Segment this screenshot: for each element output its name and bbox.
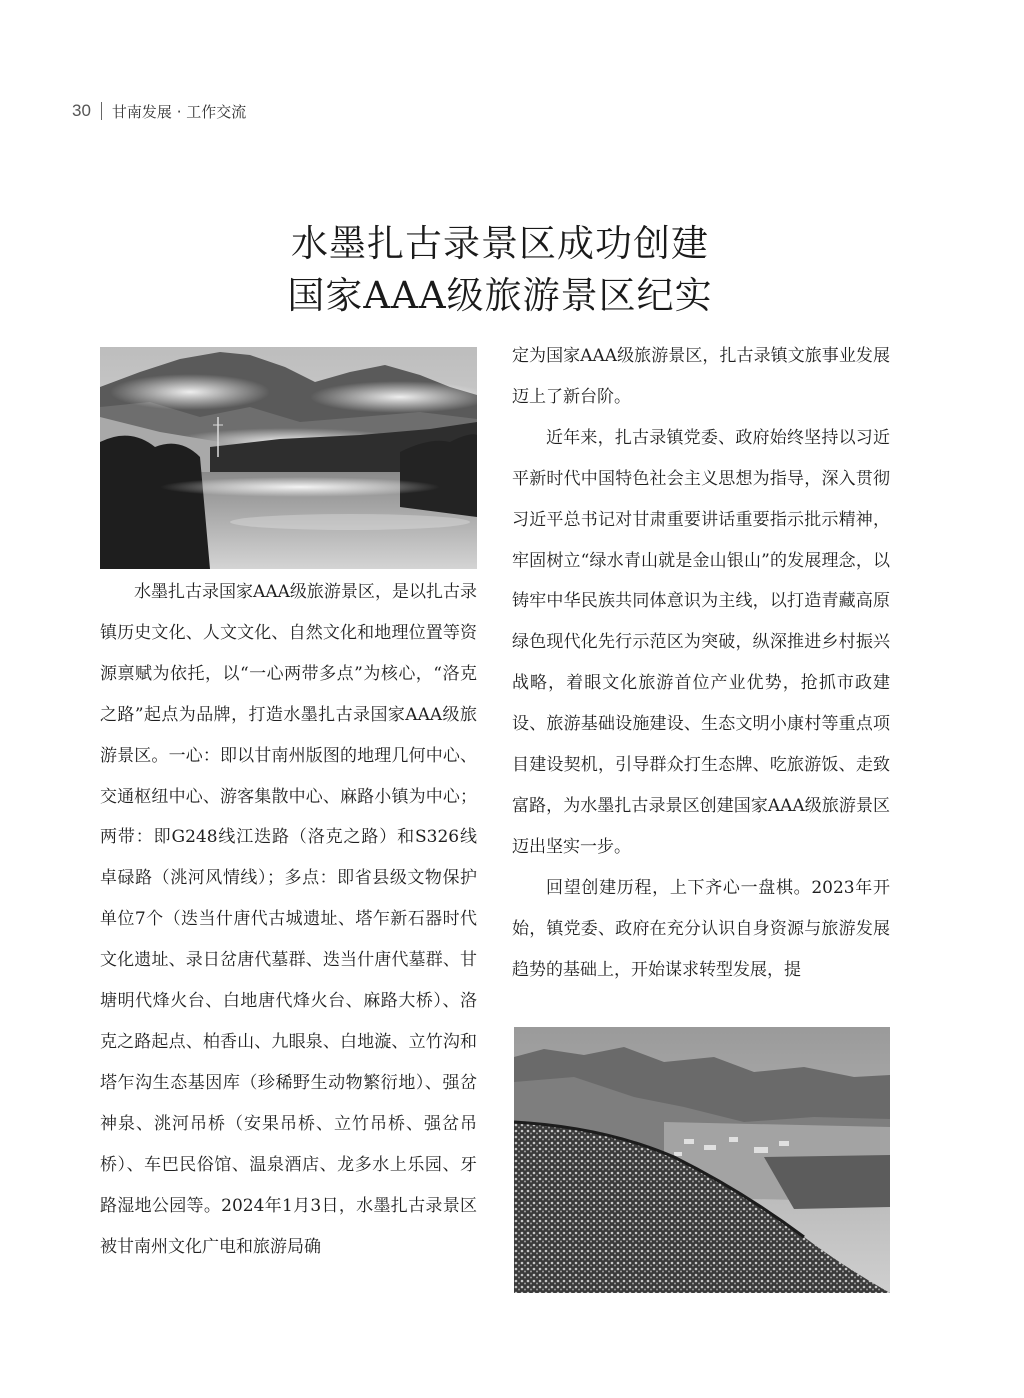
text-line: 回望创建历程，上下齐心一盘棋。2023年 bbox=[546, 877, 873, 898]
text-line: 桥、强岔吊桥）、车巴民俗馆、温泉酒店、龙多 bbox=[100, 1113, 477, 1175]
text-line: 水墨扎古录景区被甘南州文化广电和旅游局确 bbox=[100, 1195, 477, 1257]
text-line: 业发展迈上了新台阶。 bbox=[512, 346, 890, 407]
article-title-line-2: 国家AAA级旅游景区纪实 bbox=[287, 274, 713, 317]
text-line: 水墨扎古录国家AAA级旅游景区，是以 bbox=[134, 582, 426, 602]
text-line: 沟和塔乍沟生态基因库（珍稀野生动物繁衍 bbox=[100, 1031, 478, 1093]
text-line: 定为国家AAA级旅游景区，扎古录镇文旅事 bbox=[512, 346, 839, 366]
text-line: 风情线）；多点：即省县级文物保护单位7个 bbox=[100, 868, 478, 930]
paragraph bbox=[512, 336, 890, 418]
paragraph bbox=[512, 418, 890, 868]
text-line: 示批示精神，牢固树立“绿水青山就是金山银 bbox=[512, 509, 890, 571]
article-title bbox=[0, 218, 1000, 322]
text-line: 为主线，以打造青藏高原绿色现代化先行示范 bbox=[512, 591, 891, 653]
text-line: 设施建设、生态文明小康村等重点项目建设契 bbox=[512, 714, 891, 776]
text-line: 深入贯彻习近平总书记对甘肃重要讲话重要指 bbox=[512, 468, 891, 530]
text-line: 游发展趋势的基础上，开始谋求转型发展，提 bbox=[512, 918, 891, 980]
flower-valley-photo bbox=[514, 1027, 890, 1293]
text-line: 为水墨扎古录景区创建国家AAA级旅游景区 bbox=[563, 795, 891, 816]
text-line: 扎古录镇历史文化、人文文化、自然文化和地 bbox=[100, 582, 477, 643]
text-line: 迈出坚实一步。 bbox=[512, 836, 631, 857]
text-line: （迭当什唐代古城遗址、塔乍新石器时代文化遗 bbox=[100, 909, 478, 971]
text-line: 州版图的地理几何中心、交通枢纽中心、游客 bbox=[100, 745, 478, 807]
text-line: 古录国家AAA级旅游景区。一心：即以甘南 bbox=[100, 704, 477, 766]
text-line: 线江迭路（洛克之路）和S326线卓碌路（洮河 bbox=[100, 827, 477, 889]
text-line: 开始，镇党委、政府在充分认识自身资源与旅 bbox=[512, 877, 890, 939]
text-line: 区为突破，纵深推进乡村振兴战略，着眼文化 bbox=[512, 632, 891, 694]
paragraph bbox=[100, 572, 477, 1267]
text-line: 明代烽火台、白地唐代烽火台、麻路大桥）、洛 bbox=[117, 991, 478, 1012]
text-line: 克之路起点、柏香山、九眼泉、白地漩、立竹 bbox=[100, 1031, 443, 1052]
article-title-line-1: 水墨扎古录景区成功创建 bbox=[291, 222, 709, 265]
text-line: 旅游首位产业优势，抢抓市政建设、旅游基础 bbox=[512, 673, 891, 735]
text-line: 集散中心、麻路小镇为中心；两带：即G248 bbox=[100, 786, 478, 848]
river-valley-photo bbox=[100, 347, 477, 569]
header-divider bbox=[101, 102, 102, 120]
page-number: 30 bbox=[72, 101, 91, 120]
paragraph bbox=[512, 868, 890, 991]
right-column bbox=[512, 336, 890, 991]
text-line: 为核心，“洛克之路”起点为品牌，打造水墨扎 bbox=[100, 663, 477, 725]
text-line: 山”的发展理念，以铸牢中华民族共同体意识 bbox=[512, 550, 890, 612]
text-line: 机，引导群众打生态牌、吃旅游饭、走致富路， bbox=[512, 755, 891, 816]
running-head bbox=[72, 100, 246, 122]
text-line: 近年来，扎古录镇党委、政府始终坚持以 bbox=[546, 427, 856, 448]
text-line: 水上乐园、牙路湿地公园等。2024年1月3日， bbox=[100, 1154, 478, 1216]
section-name: 甘南发展 · 工作交流 bbox=[111, 102, 247, 121]
text-line: 地）、强岔神泉、洮河吊桥（安果吊桥、立竹吊 bbox=[100, 1072, 478, 1134]
text-line: 习近平新时代中国特色社会主义思想为指导， bbox=[512, 427, 891, 489]
left-column bbox=[100, 572, 477, 1267]
text-line: 理位置等资源禀赋为依托，以“一心两带多点” bbox=[100, 622, 478, 684]
text-line: 址、录日岔唐代墓群、迭当什唐代墓群、甘塘 bbox=[100, 950, 478, 1012]
